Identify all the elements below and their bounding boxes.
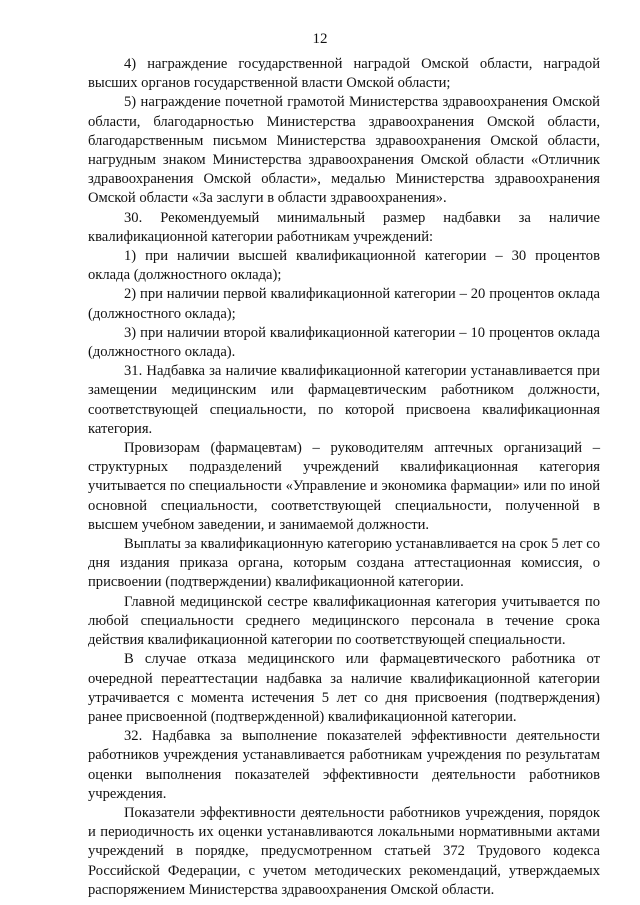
paragraph-clause-32: 32. Надбавка за выполнение показателей эффективности деятельности работников учреждения устанавливается работникам учреждения по результатам оценки выполнения показателей эффективности деятельности работников учреждения.	[88, 728, 600, 802]
paragraph-head-nurse: Главной медицинской сестре квалификационная категория учитывается по любой специальности среднего медицинского персонала в течение срока действия квалификационной категории по соответствующей специальности.	[88, 593, 600, 649]
paragraph-item-5-ministry-awards: 5) награждение почетной грамотой Министерства здравоохранения Омской области, благодарностью Министерства здравоохранения Омской области, благодарственным письмом Министерства здравоохранения Омской области, нагрудным знаком Министерства здравоохранения Омской области «Отличник здравоохранения Омской области», медалью Министерства здравоохранения Омской области «За заслуги в области здравоохранения».	[88, 94, 600, 207]
paragraph-clause-30-item-1: 1) при наличии высшей квалификационной категории – 30 процентов оклада (должностного оклада);	[88, 248, 600, 284]
document-body	[88, 55, 600, 900]
paragraph-item-4-state-award: 4) награждение государственной наградой Омской области, наградой высших органов государственной власти Омской области;	[88, 56, 600, 92]
paragraph-performance-indicators: Показатели эффективности деятельности работников учреждения, порядок и периодичность их оценки устанавливаются локальными нормативными актами учреждений в порядке, предусмотренном статьей 372 Трудового кодекса Российской Федерации, с учетом методических рекомендаций, утверждаемых распоряжением Министерства здравоохранения Омской области.	[88, 804, 600, 898]
paragraph-category-term: Выплаты за квалификационную категорию устанавливается на срок 5 лет со дня издания приказа органа, которым создана аттестационная комиссия, о присвоении (подтверждении) квалификационной категории.	[88, 536, 600, 591]
paragraph-pharmacists: Провизорам (фармацевтам) – руководителям аптечных организаций – структурных подразделений учреждений квалификационная категория учитывается по специальности «Управление и экономика фармации» или по иной основной специальности, соответствующей специальности, полученной в высшем учебном заведении, и занимаемой должности.	[88, 440, 600, 533]
paragraph-clause-30-item-3: 3) при наличии второй квалификационной категории – 10 процентов оклада (должностного оклада).	[88, 324, 600, 361]
paragraph-clause-31: 31. Надбавка за наличие квалификационной категории устанавливается при замещении медицинским или фармацевтическим работником должности, соответствующей специальности, по которой присвоена квалификационная категория.	[88, 363, 600, 437]
paragraph-clause-30: 30. Рекомендуемый минимальный размер надбавки за наличие квалификационной категории работникам учреждений:	[88, 209, 600, 245]
paragraph-recertification-refusal: В случае отказа медицинского или фармацевтического работника от очередной переаттестации надбавка за наличие квалификационной категории утрачивается с момента истечения 5 лет со дня присвоения (подтверждения) ранее присвоенной (подтвержденной) квалификационной категории.	[88, 651, 600, 725]
paragraph-clause-30-item-2: 2) при наличии первой квалификационной категории – 20 процентов оклада (должностного оклада);	[88, 286, 600, 322]
page-number: 12	[312, 31, 328, 47]
